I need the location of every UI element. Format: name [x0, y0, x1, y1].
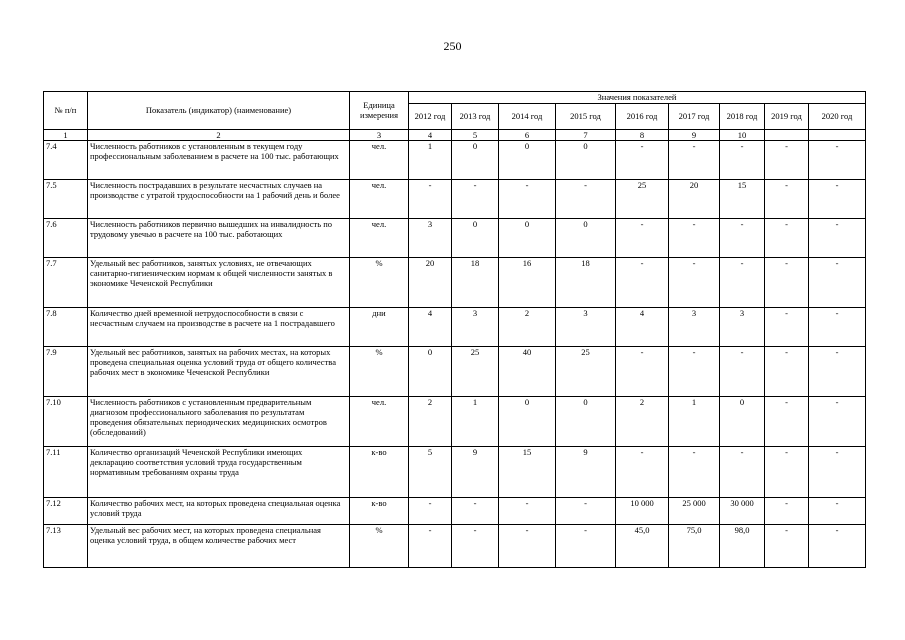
column-index: 3	[350, 130, 409, 141]
value-cell-2016: -	[616, 258, 669, 308]
value-cell-2018: 15	[720, 180, 765, 219]
table-row	[44, 141, 866, 180]
value-cell-2014: -	[499, 525, 556, 568]
value-cell-2013: 3	[452, 308, 499, 347]
column-index: 2	[88, 130, 350, 141]
value-cell-2014: 15	[499, 447, 556, 498]
value-cell-2020: -	[809, 308, 866, 347]
value-cell-2016: 25	[616, 180, 669, 219]
column-index	[765, 130, 809, 141]
unit-of-measure: к-во	[350, 447, 409, 498]
column-index: 9	[669, 130, 720, 141]
column-index: 7	[556, 130, 616, 141]
table-row	[44, 308, 866, 347]
value-cell-2018: 30 000	[720, 498, 765, 525]
value-cell-2019: -	[765, 180, 809, 219]
table-row	[44, 447, 866, 498]
value-cell-2016: 45,0	[616, 525, 669, 568]
value-cell-2018: -	[720, 219, 765, 258]
value-cell-2012: 2	[409, 397, 452, 447]
value-cell-2017: 3	[669, 308, 720, 347]
value-cell-2017: 75,0	[669, 525, 720, 568]
header-year-2018: 2018 год	[720, 104, 765, 130]
value-cell-2014: -	[499, 498, 556, 525]
header-num: № п/п	[44, 92, 88, 130]
value-cell-2020: -	[809, 498, 866, 525]
unit-of-measure: дни	[350, 308, 409, 347]
row-number: 7.11	[44, 447, 88, 498]
unit-of-measure: к-во	[350, 498, 409, 525]
value-cell-2020: -	[809, 525, 866, 568]
value-cell-2013: 18	[452, 258, 499, 308]
row-number: 7.9	[44, 347, 88, 397]
unit-of-measure: %	[350, 258, 409, 308]
unit-of-measure: чел.	[350, 219, 409, 258]
indicator-name: Численность пострадавших в результате несчастных случаев на производстве с утратой трудоспособности на 1 рабочий день и более	[88, 180, 350, 219]
value-cell-2013: 9	[452, 447, 499, 498]
indicator-name: Удельный вес работников, занятых на рабочих местах, на которых проведена специальная оценка условий труда от общего количества рабочих мест в экономике Чеченской Республики	[88, 347, 350, 397]
column-index: 6	[499, 130, 556, 141]
value-cell-2016: 2	[616, 397, 669, 447]
indicator-name: Численность работников с установленным в текущем году профессиональным заболеванием в расчете на 100 тыс. работающих	[88, 141, 350, 180]
column-index: 1	[44, 130, 88, 141]
unit-of-measure: %	[350, 347, 409, 397]
value-cell-2014: 0	[499, 397, 556, 447]
value-cell-2017: 1	[669, 397, 720, 447]
table-row	[44, 397, 866, 447]
value-cell-2016: 4	[616, 308, 669, 347]
header-unit: Единица измерения	[350, 92, 409, 130]
row-number: 7.4	[44, 141, 88, 180]
value-cell-2015: -	[556, 525, 616, 568]
unit-of-measure: %	[350, 525, 409, 568]
table-row	[44, 347, 866, 397]
table-row	[44, 219, 866, 258]
value-cell-2019: -	[765, 525, 809, 568]
unit-of-measure: чел.	[350, 180, 409, 219]
value-cell-2015: -	[556, 498, 616, 525]
value-cell-2015: 0	[556, 219, 616, 258]
value-cell-2017: 20	[669, 180, 720, 219]
value-cell-2016: -	[616, 141, 669, 180]
indicator-name: Удельный вес работников, занятых условиях, не отвечающих санитарно-гигиеническим нормам к общей численности занятых в экономике Чеченской Республики	[88, 258, 350, 308]
value-cell-2020: -	[809, 447, 866, 498]
value-cell-2016: -	[616, 447, 669, 498]
value-cell-2019: -	[765, 258, 809, 308]
value-cell-2019: -	[765, 219, 809, 258]
value-cell-2012: 5	[409, 447, 452, 498]
header-year-2014: 2014 год	[499, 104, 556, 130]
column-index-row	[44, 130, 866, 141]
value-cell-2020: -	[809, 141, 866, 180]
column-index: 10	[720, 130, 765, 141]
row-number: 7.8	[44, 308, 88, 347]
value-cell-2012: 20	[409, 258, 452, 308]
header-year-2020: 2020 год	[809, 104, 866, 130]
value-cell-2017: -	[669, 258, 720, 308]
value-cell-2013: -	[452, 498, 499, 525]
value-cell-2018: -	[720, 141, 765, 180]
unit-of-measure: чел.	[350, 397, 409, 447]
value-cell-2015: 0	[556, 141, 616, 180]
header-year-2017: 2017 год	[669, 104, 720, 130]
value-cell-2015: 18	[556, 258, 616, 308]
value-cell-2013: -	[452, 180, 499, 219]
header-name: Показатель (индикатор) (наименование)	[88, 92, 350, 130]
table-row	[44, 180, 866, 219]
value-cell-2013: 1	[452, 397, 499, 447]
row-number: 7.10	[44, 397, 88, 447]
row-number: 7.12	[44, 498, 88, 525]
value-cell-2018: -	[720, 258, 765, 308]
row-number: 7.5	[44, 180, 88, 219]
value-cell-2019: -	[765, 141, 809, 180]
value-cell-2015: 9	[556, 447, 616, 498]
table-row	[44, 525, 866, 568]
value-cell-2017: -	[669, 219, 720, 258]
value-cell-2018: 0	[720, 397, 765, 447]
page-number: 250	[443, 39, 462, 53]
value-cell-2013: 25	[452, 347, 499, 397]
value-cell-2019: -	[765, 308, 809, 347]
value-cell-2017: 25 000	[669, 498, 720, 525]
value-cell-2015: 25	[556, 347, 616, 397]
indicator-name: Численность работников с установленным предварительным диагнозом профессионального заболевания по результатам проведения обязательных периодических медицинских осмотров (обследований)	[88, 397, 350, 447]
value-cell-2015: -	[556, 180, 616, 219]
row-number: 7.6	[44, 219, 88, 258]
value-cell-2016: 10 000	[616, 498, 669, 525]
indicator-name: Количество организаций Чеченской Республики имеющих декларацию соответствия условий труда государственным нормативным требованиям охраны труда	[88, 447, 350, 498]
value-cell-2019: -	[765, 347, 809, 397]
indicator-name: Количество дней временной нетрудоспособности в связи с несчастным случаем на производстве в расчете на 1 пострадавшего	[88, 308, 350, 347]
header-year-2013: 2013 год	[452, 104, 499, 130]
header-year-2015: 2015 год	[556, 104, 616, 130]
value-cell-2012: -	[409, 498, 452, 525]
value-cell-2014: 0	[499, 219, 556, 258]
value-cell-2018: 3	[720, 308, 765, 347]
value-cell-2020: -	[809, 397, 866, 447]
value-cell-2012: 0	[409, 347, 452, 397]
value-cell-2014: 16	[499, 258, 556, 308]
value-cell-2015: 0	[556, 397, 616, 447]
header-year-2016: 2016 год	[616, 104, 669, 130]
value-cell-2018: 98,0	[720, 525, 765, 568]
value-cell-2014: 40	[499, 347, 556, 397]
value-cell-2016: -	[616, 219, 669, 258]
value-cell-2013: 0	[452, 219, 499, 258]
indicators-table	[43, 91, 866, 568]
header-year-2019: 2019 год	[765, 104, 809, 130]
value-cell-2014: -	[499, 180, 556, 219]
value-cell-2012: -	[409, 525, 452, 568]
column-index: 8	[616, 130, 669, 141]
column-index	[809, 130, 866, 141]
column-index: 4	[409, 130, 452, 141]
value-cell-2018: -	[720, 347, 765, 397]
value-cell-2017: -	[669, 141, 720, 180]
value-cell-2019: -	[765, 397, 809, 447]
value-cell-2013: -	[452, 525, 499, 568]
value-cell-2012: 3	[409, 219, 452, 258]
value-cell-2019: -	[765, 447, 809, 498]
row-number: 7.7	[44, 258, 88, 308]
value-cell-2014: 0	[499, 141, 556, 180]
indicator-name: Количество рабочих мест, на которых проведена специальная оценка условий труда	[88, 498, 350, 525]
value-cell-2017: -	[669, 447, 720, 498]
table-row	[44, 258, 866, 308]
value-cell-2012: 1	[409, 141, 452, 180]
value-cell-2013: 0	[452, 141, 499, 180]
header-values-group: Значения показателей	[409, 92, 866, 104]
value-cell-2020: -	[809, 180, 866, 219]
value-cell-2019: -	[765, 498, 809, 525]
value-cell-2020: -	[809, 347, 866, 397]
table-row	[44, 498, 866, 525]
value-cell-2020: -	[809, 258, 866, 308]
header-year-2012: 2012 год	[409, 104, 452, 130]
indicator-name: Удельный вес рабочих мест, на которых проведена специальная оценка условий труда, в общем количестве рабочих мест	[88, 525, 350, 568]
value-cell-2014: 2	[499, 308, 556, 347]
value-cell-2017: -	[669, 347, 720, 397]
value-cell-2016: -	[616, 347, 669, 397]
value-cell-2012: -	[409, 180, 452, 219]
indicator-name: Численность работников первично вышедших на инвалидность по трудовому увечью в расчете на 100 тыс. работающих	[88, 219, 350, 258]
value-cell-2018: -	[720, 447, 765, 498]
row-number: 7.13	[44, 525, 88, 568]
value-cell-2020: -	[809, 219, 866, 258]
unit-of-measure: чел.	[350, 141, 409, 180]
value-cell-2012: 4	[409, 308, 452, 347]
column-index: 5	[452, 130, 499, 141]
value-cell-2015: 3	[556, 308, 616, 347]
